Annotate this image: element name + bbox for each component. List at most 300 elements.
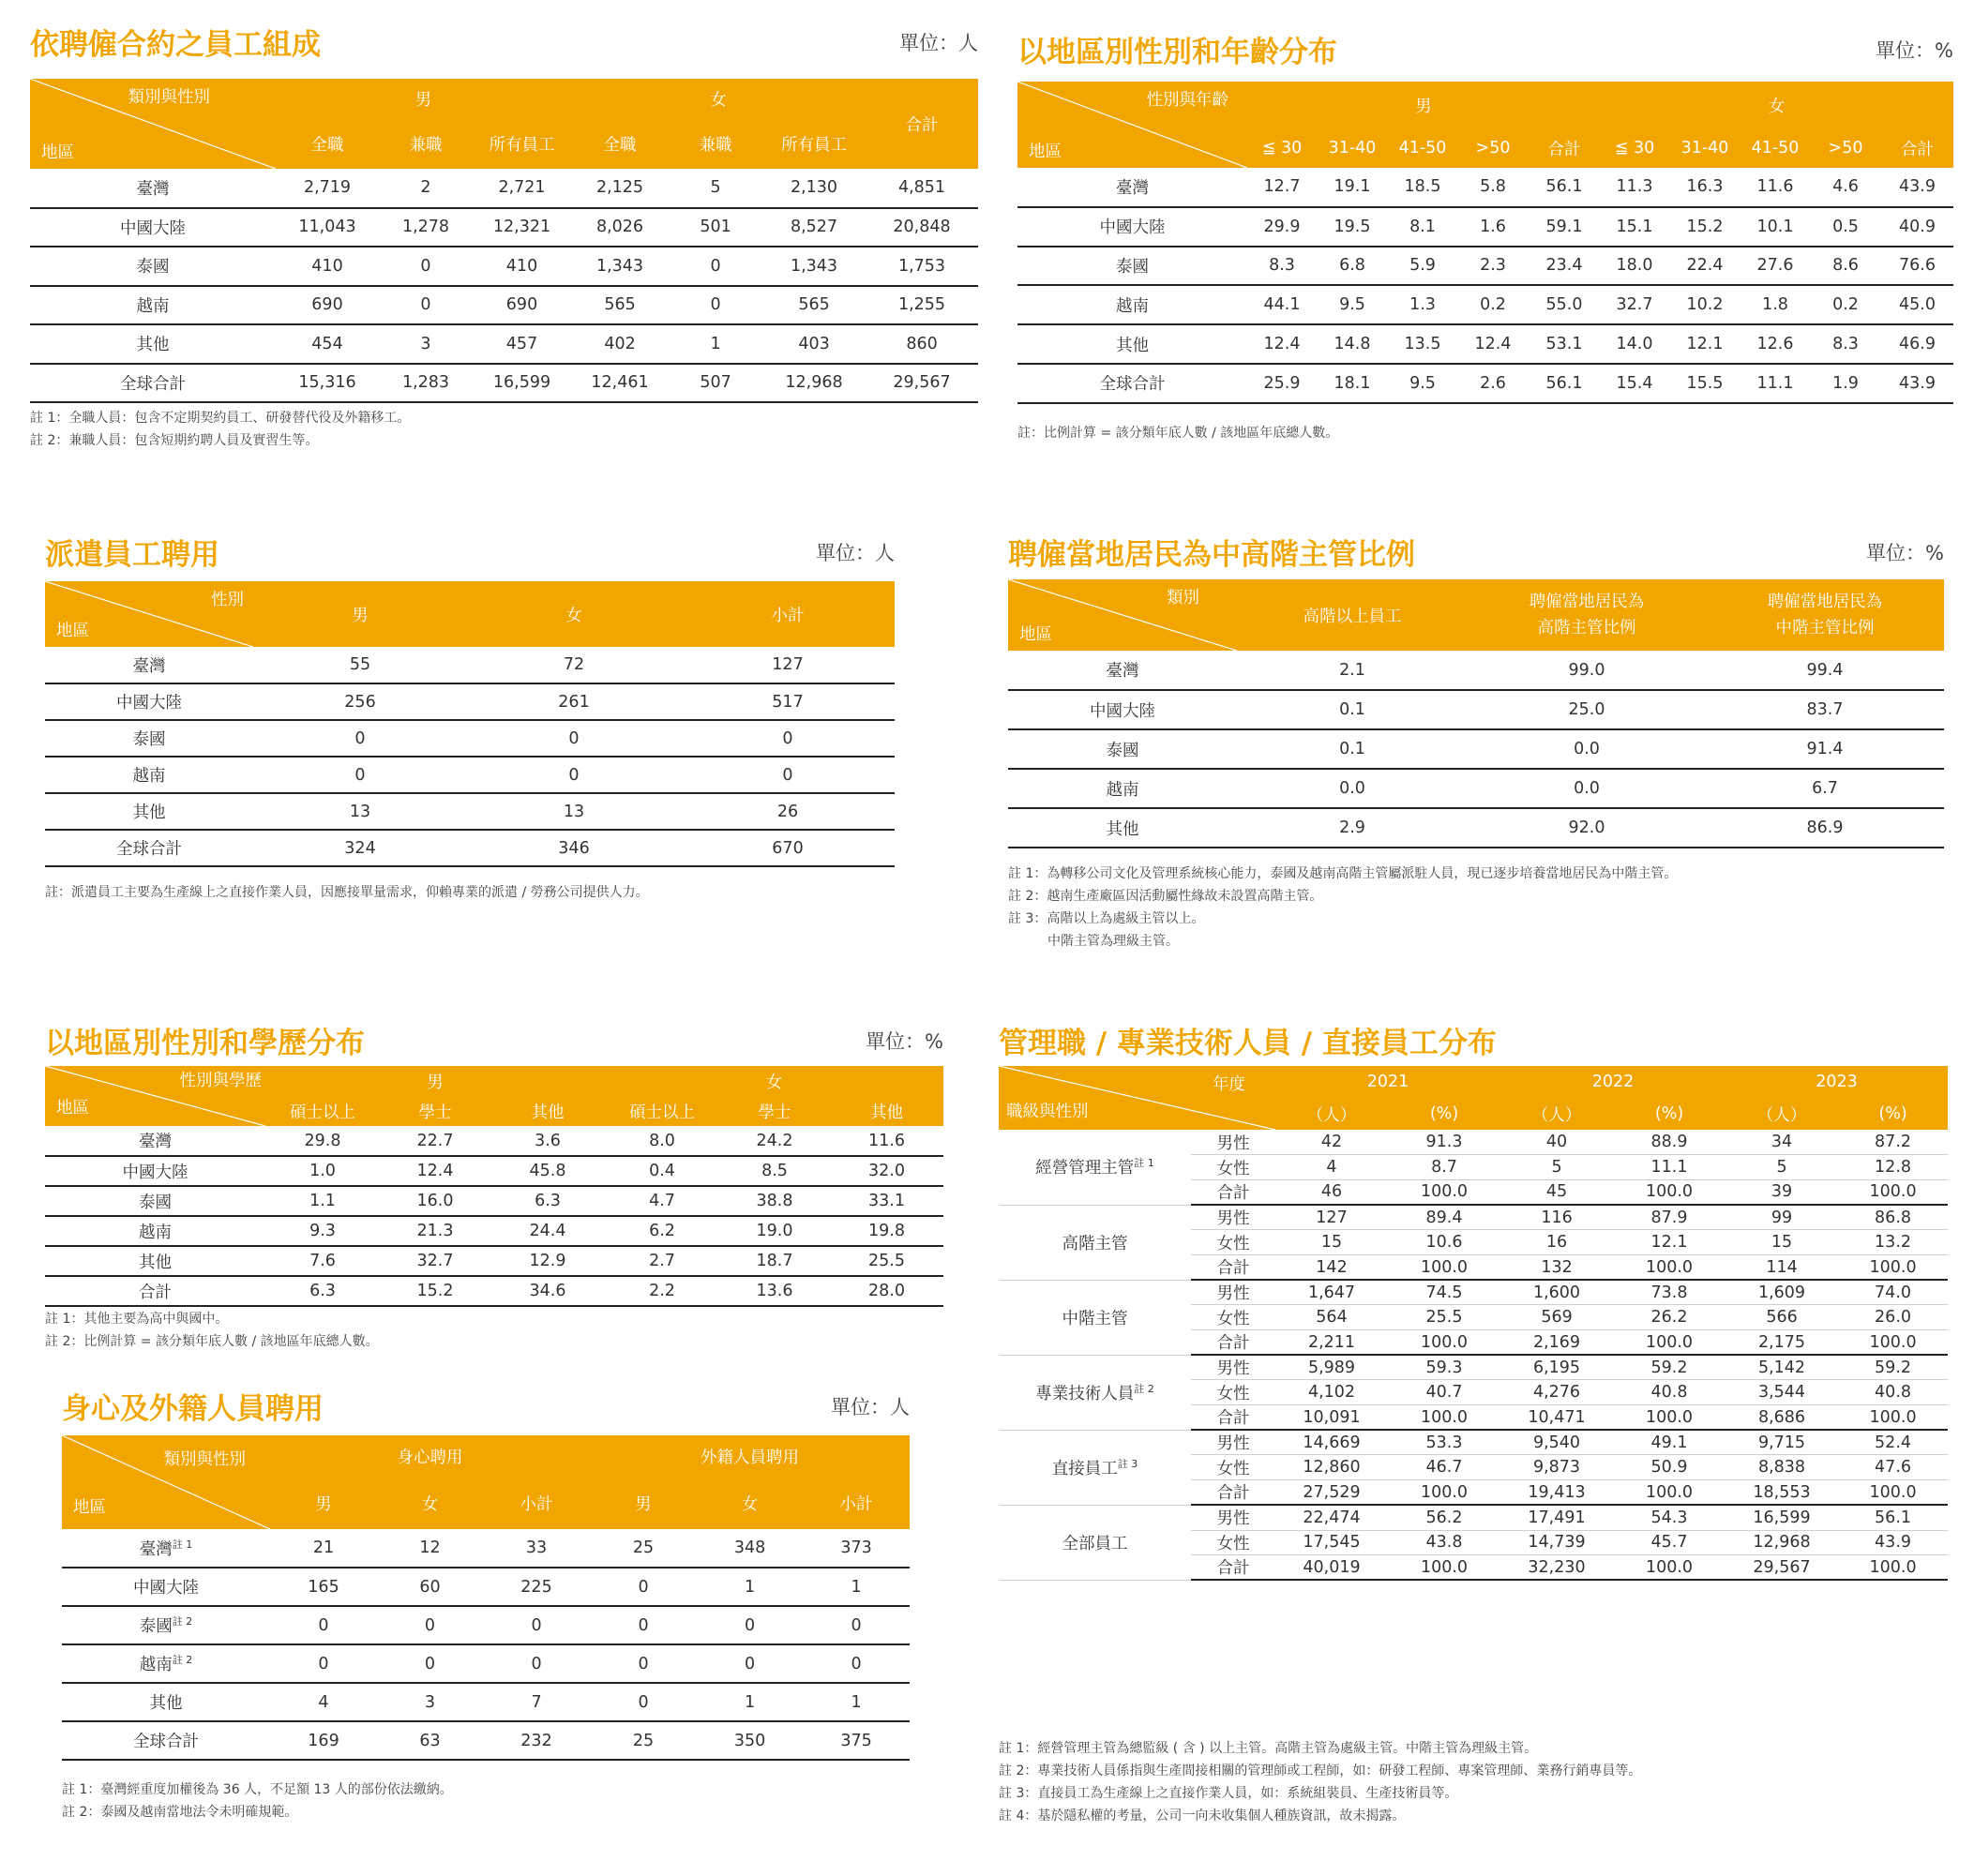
table-cell: 100.0	[1388, 1330, 1500, 1356]
corner-header	[45, 1066, 265, 1126]
region-label: 全球合計	[45, 830, 253, 866]
table-cell: 15	[1275, 1230, 1388, 1255]
table-cell: 42	[1275, 1130, 1388, 1155]
table-cell: 1,753	[866, 247, 978, 286]
col-header: 小計	[803, 1477, 910, 1529]
col-header: 41-50	[1740, 128, 1810, 168]
table-cell: 32,230	[1500, 1555, 1613, 1581]
col-header: 女	[467, 581, 681, 647]
table-cell: 56.1	[1529, 168, 1600, 207]
section-local-managers	[1008, 531, 1944, 962]
table-cell: 565	[571, 286, 669, 325]
table-cell: 7.6	[265, 1246, 380, 1276]
job-level-name: 專業技術人員	[1035, 1384, 1135, 1403]
table-cell: 26.0	[1838, 1305, 1948, 1330]
section-disabled-foreign	[62, 1385, 910, 1835]
notes	[45, 881, 649, 904]
table-row	[1017, 207, 1953, 247]
table-cell: 49.1	[1613, 1430, 1725, 1455]
table-cell: 116	[1500, 1205, 1613, 1230]
table-cell: 6.7	[1706, 769, 1944, 808]
table-cell: 59.2	[1613, 1355, 1725, 1380]
col-header: （人）	[1500, 1098, 1613, 1130]
table-row	[1017, 364, 1953, 403]
table-cell: 5,989	[1275, 1355, 1388, 1380]
table-cell: 10.2	[1669, 285, 1740, 324]
col-header	[1706, 579, 1944, 651]
table-cell: 25.0	[1468, 690, 1706, 729]
table-cell: 32.7	[380, 1246, 490, 1276]
corner-top-label: 性別與年齡	[1146, 91, 1228, 110]
table-cell: 2.1	[1237, 651, 1468, 690]
table-cell: 100.0	[1388, 1480, 1500, 1506]
col-header: 學士	[719, 1096, 830, 1126]
table-cell: 0	[253, 757, 467, 793]
table-cell: 39	[1725, 1179, 1838, 1205]
table-cell: 2,125	[571, 169, 669, 208]
col-header: 其他	[490, 1096, 605, 1126]
table-cell: 0	[669, 286, 762, 325]
gender-label: 女性	[1191, 1155, 1275, 1180]
section-gender-age	[1017, 28, 1953, 459]
region-label: 臺灣	[45, 1126, 265, 1156]
table-cell: 100.0	[1388, 1405, 1500, 1431]
section-title: 以地區別性別和年齡分布	[1017, 36, 1337, 69]
note: 註：派遣員工主要為生產線上之直接作業人員，因應接單量需求，仰賴專業的派遣 / 勞務公司提供人力。	[45, 885, 649, 900]
table-cell: 0	[377, 1644, 483, 1683]
col-header: 小計	[681, 581, 895, 647]
note: 註 1：經營管理主管為總監級 ( 含 ) 以上主管。高階主管為處級主管。中階主管為理級主管。	[999, 1741, 1538, 1756]
table-cell: 59.3	[1388, 1355, 1500, 1380]
table-cell: 0	[590, 1644, 697, 1683]
table-cell: 2,721	[473, 169, 571, 208]
note: 註 1：為轉移公司文化及管理系統核心能力，泰國及越南高階主管屬派駐人員，現已逐步培養當地居民為中階主管。	[1008, 866, 1678, 881]
table-cell: 13.2	[1838, 1230, 1948, 1255]
table-cell: 169	[270, 1721, 377, 1760]
corner-bottom-label: 職級與性別	[1006, 1103, 1089, 1121]
table-cell: 9,715	[1725, 1430, 1838, 1455]
table-cell: 18.5	[1388, 168, 1457, 207]
region-label: 其他	[1008, 808, 1237, 848]
table-cell: 15.4	[1600, 364, 1669, 403]
table-cell: 165	[270, 1568, 377, 1606]
table-cell: 100.0	[1838, 1254, 1948, 1280]
corner-top-label: 類別	[1167, 589, 1199, 608]
table-cell: 507	[669, 364, 762, 403]
section-gender-education	[45, 1019, 943, 1357]
region-label: 全球合計	[1017, 364, 1247, 403]
table-cell: 0.5	[1810, 207, 1881, 247]
table-cell: 92.0	[1468, 808, 1706, 848]
table-cell: 34.6	[490, 1276, 605, 1306]
table-cell: 8,026	[571, 208, 669, 248]
table-cell: 2.7	[605, 1246, 719, 1276]
table-row	[1008, 808, 1944, 848]
table-cell: 8,838	[1725, 1455, 1838, 1480]
table-cell: 43.9	[1881, 364, 1953, 403]
table-row	[999, 1280, 1948, 1305]
table-cell: 8.6	[1810, 247, 1881, 286]
col-header: ≦ 30	[1600, 128, 1669, 168]
col-header-line: 聘僱當地居民為	[1529, 593, 1645, 611]
table-cell: 9.3	[265, 1216, 380, 1246]
table-cell: 13.6	[719, 1276, 830, 1306]
table-cell: 256	[253, 683, 467, 720]
gender-label: 男性	[1191, 1430, 1275, 1455]
col-header: 小計	[483, 1477, 590, 1529]
table-cell: 34	[1725, 1130, 1838, 1155]
table-row	[45, 1216, 943, 1246]
table-cell: 12.4	[1247, 324, 1317, 364]
col-header: 所有員工	[762, 118, 866, 169]
gender-label: 女性	[1191, 1230, 1275, 1255]
table-cell: 22.7	[380, 1126, 490, 1156]
region-label: 中國大陸	[30, 208, 276, 248]
table-row	[45, 647, 895, 683]
table-cell: 21	[270, 1529, 377, 1568]
table-cell: 10,091	[1275, 1405, 1388, 1431]
table-row	[999, 1355, 1948, 1380]
table-row	[62, 1606, 910, 1644]
total-header: 合計	[866, 79, 978, 169]
table-cell: 565	[762, 286, 866, 325]
table-cell: 63	[377, 1721, 483, 1760]
table-cell: 46.9	[1881, 324, 1953, 364]
table-cell: 8.7	[1388, 1155, 1500, 1180]
table-cell: 14.8	[1317, 324, 1388, 364]
table-cell: 100.0	[1613, 1555, 1725, 1581]
section-job-level-distribution	[999, 1019, 1948, 1844]
table-row	[30, 364, 978, 403]
table-cell: 1	[697, 1568, 803, 1606]
table-cell: 19.1	[1317, 168, 1388, 207]
table-row	[45, 683, 895, 720]
region-label: 泰國	[1008, 729, 1237, 769]
table-cell: 1,278	[379, 208, 473, 248]
table-row	[1008, 690, 1944, 729]
region-name: 中國大陸	[133, 1579, 199, 1598]
note: 註 1：其他主要為高中與國中。	[45, 1312, 229, 1327]
table-cell: 53.3	[1388, 1430, 1500, 1455]
table-cell: 3	[377, 1683, 483, 1721]
table-cell: 18,553	[1725, 1480, 1838, 1506]
note: 註 2：專業技術人員係指與生產間接相關的管理師或工程師，如：研發工程師、專案管理師、業務行銷專員等。	[999, 1763, 1642, 1778]
table-cell: 1,609	[1725, 1280, 1838, 1305]
table-cell: 40	[1500, 1130, 1613, 1155]
gender-label: 男性	[1191, 1355, 1275, 1380]
gender-label: 合計	[1191, 1330, 1275, 1356]
table-row	[62, 1529, 910, 1568]
table-cell: 9.5	[1317, 285, 1388, 324]
job-level-label	[999, 1505, 1191, 1580]
section-dispatch-workers	[45, 531, 895, 906]
table-cell: 1,283	[379, 364, 473, 403]
table-cell: 18.1	[1317, 364, 1388, 403]
table-cell: 132	[1500, 1254, 1613, 1280]
table-cell: 27.6	[1740, 247, 1810, 286]
gender-label: 女性	[1191, 1530, 1275, 1555]
gender-label: 女性	[1191, 1455, 1275, 1480]
table-cell: 569	[1500, 1305, 1613, 1330]
footnote-marker: 註 2	[1134, 1382, 1154, 1395]
note: 註 3：直接員工為生產線上之直接作業人員，如：系統組裝員、生產技術員等。	[999, 1786, 1458, 1801]
table-cell: 0	[590, 1606, 697, 1644]
table-cell: 457	[473, 324, 571, 364]
col-header: 所有員工	[473, 118, 571, 169]
table-cell: 0	[379, 247, 473, 286]
table-cell: 6,195	[1500, 1355, 1613, 1380]
employment-contract-table	[30, 79, 978, 403]
table-row	[45, 1126, 943, 1156]
col-header: 女	[697, 1477, 803, 1529]
table-cell: 4	[1275, 1155, 1388, 1180]
table-cell: 454	[276, 324, 379, 364]
gender-label: 男性	[1191, 1205, 1275, 1230]
table-cell: 8.5	[719, 1156, 830, 1186]
region-label	[62, 1568, 270, 1606]
job-level-name: 全部員工	[1062, 1534, 1128, 1553]
note: 註 2：兼職人員：包含短期約聘人員及實習生等。	[30, 433, 319, 448]
table-cell: 0	[697, 1644, 803, 1683]
table-cell: 0.4	[605, 1156, 719, 1186]
table-cell: 261	[467, 683, 681, 720]
table-cell: 0	[681, 720, 895, 757]
corner-bottom-label: 地區	[73, 1498, 106, 1517]
table-cell: 15,316	[276, 364, 379, 403]
table-cell: 12,968	[1725, 1530, 1838, 1555]
table-cell: 1,647	[1275, 1280, 1388, 1305]
table-cell: 40.9	[1881, 207, 1953, 247]
region-label: 泰國	[1017, 247, 1247, 286]
table-cell: 44.1	[1247, 285, 1317, 324]
section-title: 以地區別性別和學歷分布	[45, 1027, 365, 1060]
table-cell: 15.2	[380, 1276, 490, 1306]
table-cell: 54.3	[1613, 1505, 1725, 1530]
gender-label: 合計	[1191, 1405, 1275, 1431]
table-cell: 12,860	[1275, 1455, 1388, 1480]
table-cell: 0.0	[1468, 729, 1706, 769]
col-header: 碩士以上	[265, 1096, 380, 1126]
table-cell: 87.9	[1613, 1205, 1725, 1230]
table-cell: 12.1	[1613, 1230, 1725, 1255]
section-title: 管理職 / 專業技術人員 / 直接員工分布	[999, 1027, 1497, 1060]
job-level-label	[999, 1355, 1191, 1430]
table-cell: 0	[379, 286, 473, 325]
female-header: 女	[605, 1066, 943, 1096]
table-cell: 55	[253, 647, 467, 683]
table-cell: 690	[276, 286, 379, 325]
table-cell: 1,600	[1500, 1280, 1613, 1305]
table-row	[1017, 324, 1953, 364]
region-label: 中國大陸	[1008, 690, 1237, 729]
table-cell: 19.8	[830, 1216, 943, 1246]
col-header: 男	[253, 581, 467, 647]
region-label: 泰國	[45, 720, 253, 757]
table-cell: 50.9	[1613, 1455, 1725, 1480]
table-cell: 0	[590, 1683, 697, 1721]
table-cell: 21.3	[380, 1216, 490, 1246]
table-cell: 2.9	[1237, 808, 1468, 848]
male-header: 男	[276, 79, 571, 118]
table-cell: 55.0	[1529, 285, 1600, 324]
table-cell: 8.0	[605, 1126, 719, 1156]
table-cell: 0.2	[1457, 285, 1529, 324]
table-cell: 6.8	[1317, 247, 1388, 286]
table-cell: 100.0	[1388, 1555, 1500, 1581]
male-header: 男	[1247, 82, 1600, 128]
table-cell: 15	[1725, 1230, 1838, 1255]
table-cell: 24.4	[490, 1216, 605, 1246]
table-cell: 56.1	[1529, 364, 1600, 403]
table-cell: 4,276	[1500, 1380, 1613, 1405]
table-cell: 142	[1275, 1254, 1388, 1280]
table-cell: 4.6	[1810, 168, 1881, 207]
table-cell: 402	[571, 324, 669, 364]
table-cell: 0	[803, 1606, 910, 1644]
table-cell: 0.0	[1237, 769, 1468, 808]
table-cell: 24.2	[719, 1126, 830, 1156]
table-row	[30, 247, 978, 286]
region-name: 臺灣	[139, 1539, 173, 1559]
table-cell: 12.7	[1247, 168, 1317, 207]
table-cell: 12.4	[380, 1156, 490, 1186]
table-body	[1008, 651, 1944, 848]
table-cell: 22,474	[1275, 1505, 1388, 1530]
table-cell: 0	[483, 1606, 590, 1644]
table-cell: 1.1	[265, 1186, 380, 1216]
region-label: 中國大陸	[45, 683, 253, 720]
note: 註 2：比例計算 = 該分類年底人數 / 該地區年底總人數。	[45, 1334, 379, 1349]
table-cell: 33	[483, 1529, 590, 1568]
table-body	[45, 1126, 943, 1306]
region-label	[62, 1606, 270, 1644]
table-cell: 0	[467, 720, 681, 757]
table-row	[45, 1276, 943, 1306]
table-cell: 0	[590, 1568, 697, 1606]
table-cell: 53.1	[1529, 324, 1600, 364]
table-cell: 403	[762, 324, 866, 364]
corner-bottom-label: 地區	[56, 622, 89, 640]
job-level-name: 經營管理主管	[1035, 1159, 1135, 1178]
col-header: 高階以上員工	[1237, 579, 1468, 651]
col-header: 31-40	[1669, 128, 1740, 168]
table-row	[30, 286, 978, 325]
job-level-label	[999, 1205, 1191, 1280]
table-row	[1017, 285, 1953, 324]
gender-label: 女性	[1191, 1305, 1275, 1330]
region-label: 其他	[30, 324, 276, 364]
table-cell: 12.1	[1669, 324, 1740, 364]
table-row	[30, 324, 978, 364]
table-cell: 43.9	[1881, 168, 1953, 207]
col-header: 合計	[1529, 128, 1600, 168]
region-label: 越南	[45, 1216, 265, 1246]
table-cell: 83.7	[1706, 690, 1944, 729]
table-cell: 8.1	[1388, 207, 1457, 247]
foreign-header: 外籍人員聘用	[590, 1435, 910, 1477]
region-label: 其他	[1017, 324, 1247, 364]
col-header: 女	[377, 1477, 483, 1529]
table-cell: 5	[1725, 1155, 1838, 1180]
table-cell: 8.3	[1810, 324, 1881, 364]
table-row	[45, 830, 895, 866]
table-cell: 3.6	[490, 1126, 605, 1156]
table-cell: 1,343	[571, 247, 669, 286]
table-cell: 7	[483, 1683, 590, 1721]
col-header: （人）	[1275, 1098, 1388, 1130]
table-cell: 410	[276, 247, 379, 286]
table-cell: 46	[1275, 1179, 1388, 1205]
region-name: 其他	[149, 1694, 183, 1713]
notes	[999, 1737, 1641, 1827]
job-level-label	[999, 1430, 1191, 1505]
table-cell: 1,255	[866, 286, 978, 325]
table-cell: 4,851	[866, 169, 978, 208]
table-cell: 8,527	[762, 208, 866, 248]
notes	[30, 407, 410, 452]
table-cell: 0	[253, 720, 467, 757]
col-header: 男	[270, 1477, 377, 1529]
col-header: 兼職	[379, 118, 473, 169]
region-label: 臺灣	[45, 647, 253, 683]
table-cell: 89.4	[1388, 1205, 1500, 1230]
note: 註 4：基於隱私權的考量，公司一向未收集個人種族資訊，故未揭露。	[999, 1808, 1406, 1823]
section-title: 身心及外籍人員聘用	[62, 1392, 324, 1426]
table-cell: 15.5	[1669, 364, 1740, 403]
region-label	[62, 1644, 270, 1683]
table-cell: 56.1	[1838, 1505, 1948, 1530]
table-cell: 9,540	[1500, 1430, 1613, 1455]
region-label: 臺灣	[30, 169, 276, 208]
table-cell: 45	[1500, 1179, 1613, 1205]
table-cell: 56.2	[1388, 1505, 1500, 1530]
table-cell: 566	[1725, 1305, 1838, 1330]
notes	[45, 1308, 379, 1353]
table-cell: 0.2	[1810, 285, 1881, 324]
table-row	[45, 720, 895, 757]
table-cell: 0	[483, 1644, 590, 1683]
region-label: 越南	[45, 757, 253, 793]
table-cell: 5	[669, 169, 762, 208]
table-row	[45, 1246, 943, 1276]
region-label: 中國大陸	[45, 1156, 265, 1186]
col-header: 其他	[830, 1096, 943, 1126]
corner-bottom-label: 地區	[41, 143, 74, 162]
table-cell: 4.7	[605, 1186, 719, 1216]
note: 註 2：越南生產廠區因活動屬性緣故未設置高階主管。	[1008, 889, 1323, 904]
table-cell: 32.0	[830, 1156, 943, 1186]
gender-label: 男性	[1191, 1130, 1275, 1155]
col-header: 兼職	[669, 118, 762, 169]
gender-label: 女性	[1191, 1380, 1275, 1405]
job-level-body	[999, 1130, 1948, 1580]
table-cell: 100.0	[1613, 1405, 1725, 1431]
table-cell: 23.4	[1529, 247, 1600, 286]
job-level-name: 中階主管	[1062, 1309, 1128, 1328]
corner-header	[45, 581, 253, 647]
table-cell: 40.8	[1613, 1380, 1725, 1405]
table-row	[45, 1186, 943, 1216]
male-header: 男	[265, 1066, 605, 1096]
corner-top-label: 年度	[1213, 1075, 1245, 1094]
table-cell: 2.2	[605, 1276, 719, 1306]
table-cell: 25	[590, 1721, 697, 1760]
table-cell: 2,211	[1275, 1330, 1388, 1356]
table-cell: 26	[681, 793, 895, 830]
table-cell: 25.5	[830, 1246, 943, 1276]
corner-top-label: 類別與性別	[128, 88, 210, 107]
table-row	[1008, 729, 1944, 769]
